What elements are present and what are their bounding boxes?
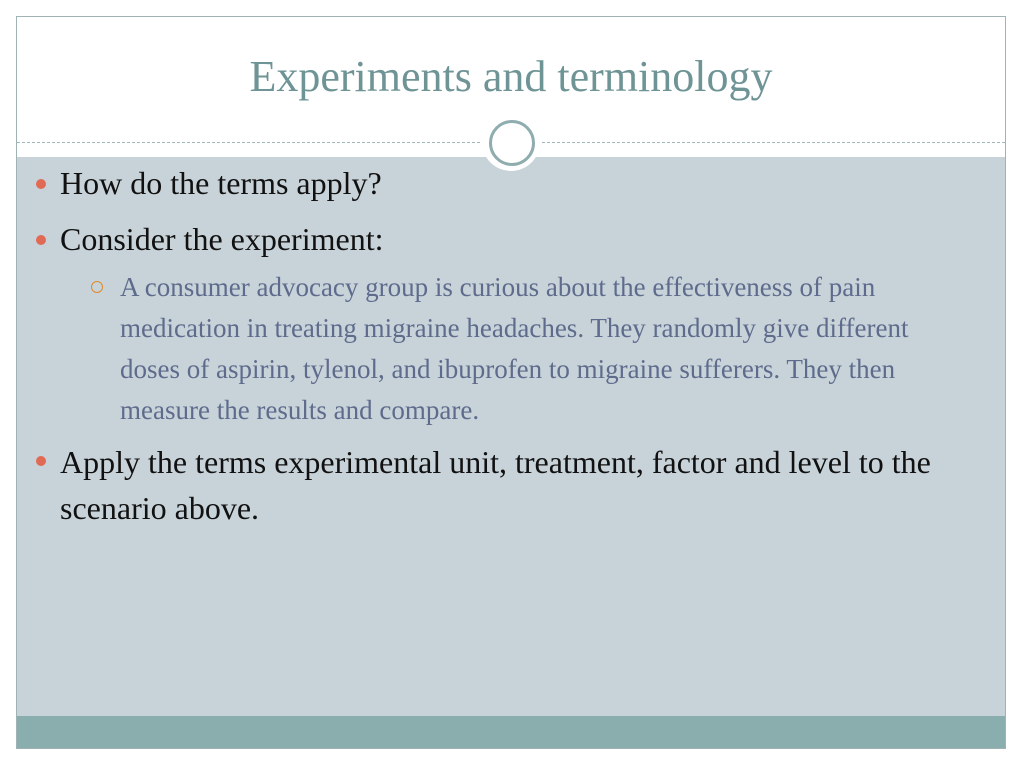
slide-title: Experiments and terminology <box>249 52 773 101</box>
sub-bullet-ring-icon <box>91 281 103 293</box>
bullet-text: How do the terms apply? <box>60 165 382 201</box>
bullet-dot-icon <box>36 179 46 189</box>
bullet-dot-icon <box>36 235 46 245</box>
sub-bullet-item <box>90 267 920 431</box>
bullet-dot-icon <box>36 456 46 466</box>
bullet-text: Apply the terms experimental unit, treatment, factor and level to the scenario above. <box>60 444 931 526</box>
bullet-item <box>30 218 950 261</box>
bullet-text: Consider the experiment: <box>60 221 384 257</box>
bullet-item <box>30 162 950 205</box>
sub-bullet-text: A consumer advocacy group is curious about the effectiveness of pain medication in treating migraine headaches. They randomly give different doses of aspirin, tylenol, and ibuprofen to migraine sufferers. They then measure the results and compare. <box>120 272 909 425</box>
bullet-list <box>30 162 950 531</box>
footer-bar <box>17 716 1005 749</box>
bullet-item <box>30 439 950 531</box>
circle-ring-icon <box>489 120 535 166</box>
